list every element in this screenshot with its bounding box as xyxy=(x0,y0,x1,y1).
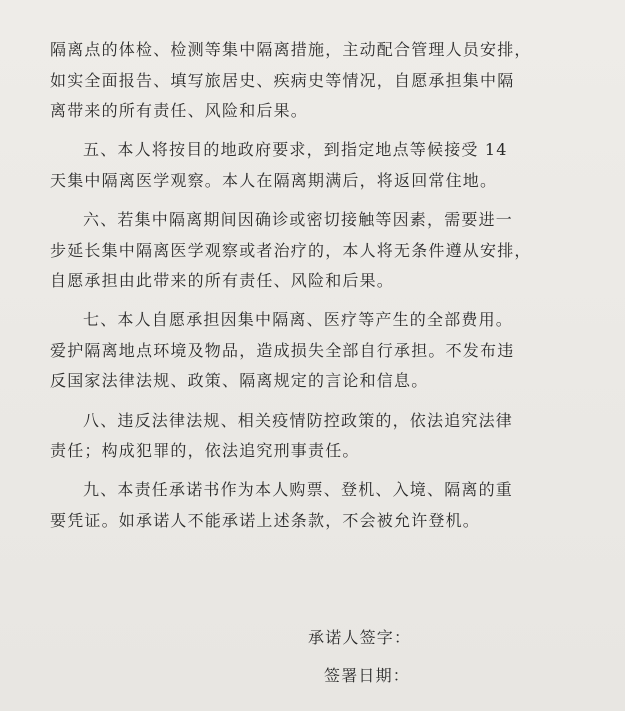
text-line: 如实全面报告、填写旅居史、疾病史等情况，自愿承担集中隔 xyxy=(50,70,515,90)
text-line: 反国家法律法规、政策、隔离规定的言论和信息。 xyxy=(50,371,429,391)
paragraph-5 xyxy=(50,135,610,196)
text-line: 天集中隔离医学观察。本人在隔离期满后，将返回常住地。 xyxy=(50,170,498,190)
signing-date-label: 签署日期： xyxy=(324,666,411,685)
text-line: 责任；构成犯罪的，依法追究刑事责任。 xyxy=(50,441,360,461)
text-line: 步延长集中隔离医学观察或者治疗的，本人将无条件遵从安排， xyxy=(50,240,532,260)
text-line: 隔离点的体检、检测等集中隔离措施，主动配合管理人员安排， xyxy=(50,40,532,59)
paragraph-9 xyxy=(50,475,610,536)
text-line: 八、违反法律法规、相关疫情防控政策的，依法追究法律 xyxy=(83,410,514,430)
text-line: 五、本人将按目的地政府要求，到指定地点等候接受 14 xyxy=(83,140,508,160)
paragraph-8 xyxy=(50,406,610,467)
text-line: 自愿承担由此带来的所有责任、风险和后果。 xyxy=(50,271,395,291)
text-line: 爱护隔离地点环境及物品，造成损失全部自行承担。不发布违 xyxy=(50,340,515,360)
paragraph-7 xyxy=(50,305,610,397)
text-line: 要凭证。如承诺人不能承诺上述条款，不会被允许登机。 xyxy=(50,510,481,530)
text-line: 离带来的所有责任、风险和后果。 xyxy=(50,101,309,121)
paragraph-6 xyxy=(50,205,610,297)
text-line: 九、本责任承诺书作为本人购票、登机、入境、隔离的重 xyxy=(83,480,514,500)
text-line: 七、本人自愿承担因集中隔离、医疗等产生的全部费用。 xyxy=(83,310,514,330)
paragraph-4-continued xyxy=(50,35,610,127)
document-body xyxy=(50,35,610,536)
text-line: 六、若集中隔离期间因确诊或密切接触等因素，需要进一 xyxy=(83,209,514,229)
signer-signature-label: 承诺人签字： xyxy=(308,628,412,647)
